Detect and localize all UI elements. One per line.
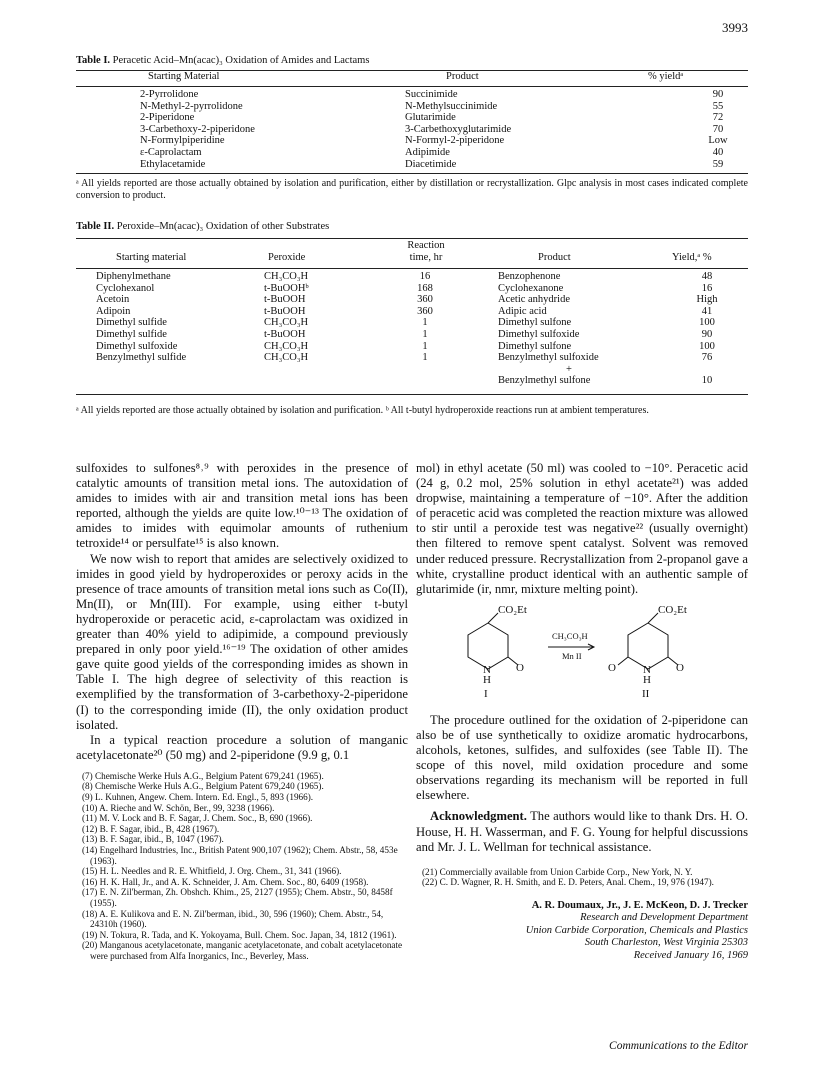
table1-row — [76, 89, 748, 101]
reference-item: (19) N. Tokura, R. Tada, and K. Yokoyama, Bull. Chem. Soc. Japan, 34, 1812 (1961). — [82, 929, 397, 940]
compound-II-label: II — [642, 687, 650, 700]
table1-body — [76, 89, 748, 170]
table2-cell-start: Cyclohexanol — [96, 282, 155, 294]
table2-cell-peroxide: t-BuOOH — [264, 294, 306, 306]
table1-cell-product: Succinimide — [405, 89, 458, 100]
acknowledgment-text: The authors would like to thank Drs. H. O. House, H. H. Wasserman, and F. G. Young for helpful discussions and Mr. J. L. Wellman for technical assistance. — [416, 809, 749, 854]
table1-bottom-rule — [76, 173, 748, 174]
table2-title: Peroxide–Mn(acac)₃ Oxidation of other Substrates — [116, 221, 330, 232]
table2-cell-peroxide: t-BuOOH — [264, 305, 306, 317]
acknowledgment — [416, 809, 748, 854]
table2-cell-product: Dimethyl sulfone — [498, 317, 572, 329]
table2-cell-peroxide — [264, 364, 394, 376]
table1-cell-yield: 59 — [712, 158, 724, 170]
table2-header-yield: Yield,ᵃ % — [672, 252, 712, 263]
table2-cell-start: Acetoin — [96, 294, 130, 306]
table2-cell-time: 1 — [422, 352, 428, 364]
reference-item: (22) C. D. Wagner, R. H. Smith, and E. D. Peters, Anal. Chem., 19, 976 (1947). — [422, 877, 714, 888]
table2-header-rule — [76, 268, 748, 269]
table2-cell-yield: 41 — [701, 305, 713, 317]
compound-II-oxygen-right: O — [676, 661, 684, 674]
table1-footnote: ᵃ All yields reported are those actually obtained by isolation and purification, either by distillation or recrystallization. Glpc analysis in most cases indicated complete conversion to product. — [76, 178, 748, 201]
table2-cell-gap — [456, 341, 498, 353]
table2-caption — [76, 221, 329, 232]
table2-cell-product: Dimethyl sulfone — [498, 340, 572, 352]
table1-row — [76, 159, 748, 171]
table2-cell-start: Dimethyl sulfoxide — [96, 340, 178, 352]
reference-item: (10) A. Rieche and W. Schön, Ber., 99, 3238 (1966). — [82, 802, 275, 813]
table2-cell-gap — [456, 294, 498, 306]
left-references — [76, 771, 408, 962]
reference-item: (14) Engelhard Industries, Inc., British Patent 900,107 (1962); Chem. Abstr., 58, 453e (1963). — [82, 845, 398, 866]
compound-I-label: I — [484, 687, 488, 700]
table2-cell-product: + — [566, 363, 572, 375]
table2-cell-product: Acetic anhydride — [498, 294, 571, 306]
left-paragraph-1: sulfoxides to sulfones⁸˒⁹ with peroxides in the presence of catalytic amounts of transition metal ions. The autoxidation of amides to imides with air and transition metal ions has been reported, although the yields are quite low.¹⁰⁻¹³ The oxidation of amides to imides with equimolar amounts of ruthenium tetroxide¹⁴ or persulfate¹⁵ is also known. — [76, 461, 408, 551]
table2-top-rule — [76, 238, 748, 239]
table2-cell-peroxide — [264, 375, 394, 387]
table1-row — [76, 124, 748, 136]
table2-cell-peroxide: CH₃CO₃H — [264, 317, 309, 329]
table1-caption — [76, 55, 369, 66]
table2-cell-start: Diphenylmethane — [96, 271, 171, 282]
table1-row — [76, 135, 748, 147]
left-column — [76, 461, 408, 962]
table2-cell-yield: 16 — [701, 282, 713, 294]
table1-title: Peracetic Acid–Mn(acac)₃ Oxidation of Amides and Lactams — [112, 55, 370, 66]
table1-cell-yield: Low — [708, 135, 728, 147]
signature-block — [416, 900, 748, 963]
reference-item: (18) A. E. Kulikova and E. N. Zil'berman, ibid., 30, 596 (1960); Chem. Abstr., 54, 24310h (1960). — [82, 908, 384, 930]
table2-cell-time — [394, 364, 456, 376]
corporation: Union Carbide Corporation, Chemicals and Plastics — [525, 924, 748, 936]
table2-cell-gap — [456, 306, 498, 318]
scheme-drawing — [416, 605, 748, 701]
table2-header-time: Reaction time, hr — [407, 240, 445, 263]
reference-item: (8) Chemische Werke Huls A.G., Belgium Patent 679,240 (1965). — [82, 781, 324, 792]
compound-I-hydrogen: H — [483, 673, 491, 686]
right-references — [416, 867, 748, 888]
table2-cell-time: 1 — [422, 317, 428, 329]
table1-cell-start: 2-Pyrrolidone — [140, 89, 199, 100]
table2-cell-time: 1 — [422, 340, 428, 352]
table2-bottom-rule — [76, 394, 748, 395]
table2-cell-product: Dimethyl sulfoxide — [498, 328, 580, 340]
reference-item: (15) H. L. Needles and R. E. Whitfield, J. Org. Chem., 31, 341 (1966). — [82, 866, 342, 877]
table2-header-start: Starting material — [116, 252, 187, 263]
table1-cell-start: N-Methyl-2-pyrrolidone — [140, 100, 243, 112]
table2-cell-product: Adipic acid — [498, 305, 547, 317]
table2-cell-product: Benzylmethyl sulfone — [498, 375, 591, 387]
table1-cell-product: Adipimide — [405, 146, 450, 158]
table2-cell-peroxide: CH₃CO₃H — [264, 271, 309, 282]
table2-cell-gap — [456, 283, 498, 295]
table2-cell-time: 1 — [422, 328, 428, 340]
table2-cell-gap — [456, 271, 498, 283]
compound-II-hydrogen: H — [643, 673, 651, 686]
table2-body — [76, 271, 748, 387]
table2-cell-yield: High — [696, 294, 718, 306]
reference-item: (21) Commercially available from Union Carbide Corp., New York, N. Y. — [422, 866, 693, 877]
table2-row — [76, 375, 748, 387]
table1-row — [76, 112, 748, 124]
table2-cell-peroxide: t-BuOOHᵇ — [264, 282, 309, 294]
reference-item: (7) Chemische Werke Huls A.G., Belgium Patent 679,241 (1965). — [82, 770, 324, 781]
page-number: 3993 — [722, 20, 748, 35]
table2-row — [76, 271, 748, 283]
table1-cell-product: Glutarimide — [405, 112, 456, 124]
table1-header — [76, 71, 748, 85]
table2-header-product: Product — [538, 252, 571, 263]
table2-label: Table II. — [76, 221, 115, 232]
right-paragraph-1: mol) in ethyl acetate (50 ml) was cooled to −10°. Peracetic acid (24 g, 0.2 mol, 25% solution in ethyl acetate²¹) was added dropwise, maintaining a temperature of −10°. After the addition of peracetic acid was completed the reaction mixture was allowed to stir until a peroxide test was negative²² (usually overnight) then filtered to remove spent catalyst. Solvent was removed under reduced pressure. Recrystallization from 2-propanol gave a white, crystalline product identical with an authentic sample of glutarimide (ir, nmr, mixture melting point). — [416, 461, 748, 596]
table1-cell-start: 3-Carbethoxy-2-piperidone — [140, 123, 255, 135]
table1-cell-product: N-Methylsuccinimide — [405, 100, 498, 112]
table1-header-yield: % yieldᵃ — [648, 71, 684, 82]
left-paragraph-3: In a typical reaction procedure a solution of manganic acetylacetonate²⁰ (50 mg) and 2-piperidone (9.9 g, 0.1 — [76, 732, 408, 762]
table1-cell-yield: 70 — [712, 123, 724, 135]
compound-II-oxygen-left: O — [608, 661, 616, 674]
left-paragraph-2: We now wish to report that amides are selectively oxidized to imides in good yield by hydroperoxides or peroxy acids in the presence of trace amounts of transition metal ions such as Co(II), Mn(II), or Mn(III). For example, using either t-butyl hydroperoxide or peracetic acid, ε-caprolactam was oxidized in greater than 40% yield to adipimide, a compound previously prepared in only poor yield.¹⁶⁻¹⁹ The oxidation of other amides gave quite good yields of the corresponding imides as shown in Table I. The high degree of selectivity of this reaction is exemplified by the transformation of 3-carbethoxy-2-piperidone (I) to the corresponding imide (II), the only oxidation product isolated. — [76, 551, 408, 732]
compound-I-substituent: CO₂Et — [498, 603, 527, 616]
table2-row — [76, 317, 748, 329]
table2-cell-time: 360 — [417, 305, 433, 317]
table1-cell-yield: 40 — [712, 146, 724, 158]
table1-cell-start: Ethylacetamide — [140, 158, 206, 170]
catalyst-label: Mn II — [562, 650, 582, 661]
table2-row — [76, 306, 748, 318]
received-date: Received January 16, 1969 — [633, 949, 748, 961]
department: Research and Development Department — [580, 912, 748, 924]
table2-cell-time: 360 — [417, 294, 433, 306]
table1-cell-yield: 55 — [712, 100, 724, 112]
reference-item: (13) B. F. Sagar, ibid., B, 1047 (1967). — [82, 834, 224, 845]
table2-cell-product: Benzylmethyl sulfoxide — [498, 352, 599, 364]
table2-cell-start: Dimethyl sulfide — [96, 328, 167, 340]
table2-cell-gap — [456, 364, 498, 376]
table1-cell-yield: 90 — [712, 89, 724, 100]
table2-footnote: ᵃ All yields reported are those actually obtained by isolation and purification. ᵇ All t-butyl hydroperoxide reactions run at ambient temperatures. — [76, 405, 649, 416]
table2-cell-start: Dimethyl sulfide — [96, 317, 167, 329]
right-column — [416, 461, 748, 962]
reference-item: (12) B. F. Sagar, ibid., B, 428 (1967). — [82, 823, 220, 834]
table2-cell-peroxide: t-BuOOH — [264, 328, 306, 340]
table2-row — [76, 294, 748, 306]
table2-cell-yield: 90 — [701, 328, 713, 340]
table2-row — [76, 329, 748, 341]
table2-cell-start: Benzylmethyl sulfide — [96, 352, 187, 364]
reference-item: (11) M. V. Lock and B. F. Sagar, J. Chem. Soc., B, 690 (1966). — [82, 813, 313, 824]
table1-row — [76, 147, 748, 159]
table2-cell-start: Adipoin — [96, 305, 131, 317]
right-paragraph-2: The procedure outlined for the oxidation of 2-piperidone can also be of use synthetically to oxidize aromatic hydrocarbons, alcohols, ketones, sulfides, and sulfoxides (see Table II). The scope of this novel, mild oxidation procedure and some observations regarding its mechanism will be reported in full elsewhere. — [416, 712, 748, 803]
table2-header-peroxide: Peroxide — [268, 252, 306, 263]
reference-item: (16) H. K. Hall, Jr., and A. K. Schneider, J. Am. Chem. Soc., 80, 6409 (1958). — [82, 876, 369, 887]
reference-item: (17) E. N. Zil'berman, Zh. Obshch. Khim., 25, 2127 (1955); Chem. Abstr., 50, 8458f (1955). — [82, 887, 393, 908]
table2-cell-product: Benzophenone — [498, 271, 561, 282]
authors: A. R. Doumaux, Jr., J. E. McKeon, D. J. Trecker — [531, 899, 748, 911]
table2-cell-gap — [456, 352, 498, 364]
reference-item: (20) Manganous acetylacetonate, manganic acetylacetonate, and cobalt acetylacetonate were purchased from Alfa Inorganics, Inc., Beverley, Mass. — [82, 940, 403, 961]
table2-cell-yield: 100 — [699, 317, 715, 329]
table1-cell-yield: 72 — [712, 112, 724, 124]
table2-row — [76, 341, 748, 353]
table1-label: Table I. — [76, 55, 111, 66]
table1-cell-start: ε-Caprolactam — [140, 146, 202, 158]
table2-cell-yield: 100 — [699, 340, 715, 352]
table2-header — [76, 240, 748, 268]
table2-cell-time: 168 — [417, 282, 433, 294]
compound-II-nitrogen: N — [643, 663, 651, 676]
table1-cell-start: N-Formylpiperidine — [140, 135, 225, 147]
city: South Charleston, West Virginia 25303 — [584, 937, 748, 949]
table2-cell-yield: 76 — [701, 352, 713, 364]
acknowledgment-label: Acknowledgment. — [430, 809, 527, 824]
table1-row — [76, 101, 748, 113]
table2-cell-gap — [456, 329, 498, 341]
table2-cell-product: Cyclohexanone — [498, 282, 564, 294]
compound-II-substituent: CO₂Et — [658, 603, 687, 616]
table2-cell-time — [394, 375, 456, 387]
compound-I-nitrogen: N — [483, 663, 491, 676]
table2-cell-gap — [456, 317, 498, 329]
table1-cell-product: Diacetimide — [405, 158, 457, 170]
table2-row — [76, 352, 748, 364]
reference-item: (9) L. Kuhnen, Angew. Chem. Intern. Ed. Engl., 5, 893 (1966). — [82, 792, 314, 803]
table2-cell-gap — [456, 375, 498, 387]
table1-header-start: Starting Material — [148, 71, 220, 82]
table2-cell-peroxide: CH₃CO₃H — [264, 352, 309, 364]
table1-header-rule — [76, 86, 748, 87]
compound-I-ring — [468, 613, 518, 669]
table2-cell-yield: 10 — [701, 375, 713, 387]
table2-cell-start — [96, 375, 264, 387]
table1-cell-product: 3-Carbethoxyglutarimide — [405, 123, 512, 135]
section-footer: Communications to the Editor — [609, 1040, 748, 1052]
table1-header-product: Product — [446, 71, 479, 82]
compound-I-oxygen: O — [516, 661, 524, 674]
table2-cell-time: 16 — [419, 271, 431, 282]
table1-cell-product: N-Formyl-2-piperidone — [405, 135, 505, 147]
table1-cell-start: 2-Piperidone — [140, 112, 195, 124]
table2-cell-yield — [666, 364, 748, 376]
table2-cell-start — [96, 364, 264, 376]
table2-cell-peroxide: CH₃CO₃H — [264, 340, 309, 352]
table2-cell-yield: 48 — [701, 271, 713, 282]
table2-row — [76, 364, 748, 376]
table2-row — [76, 283, 748, 295]
compound-II-ring — [618, 613, 678, 669]
reaction-scheme — [416, 605, 748, 701]
reagent-label: CH₃CO₃H — [552, 630, 588, 641]
